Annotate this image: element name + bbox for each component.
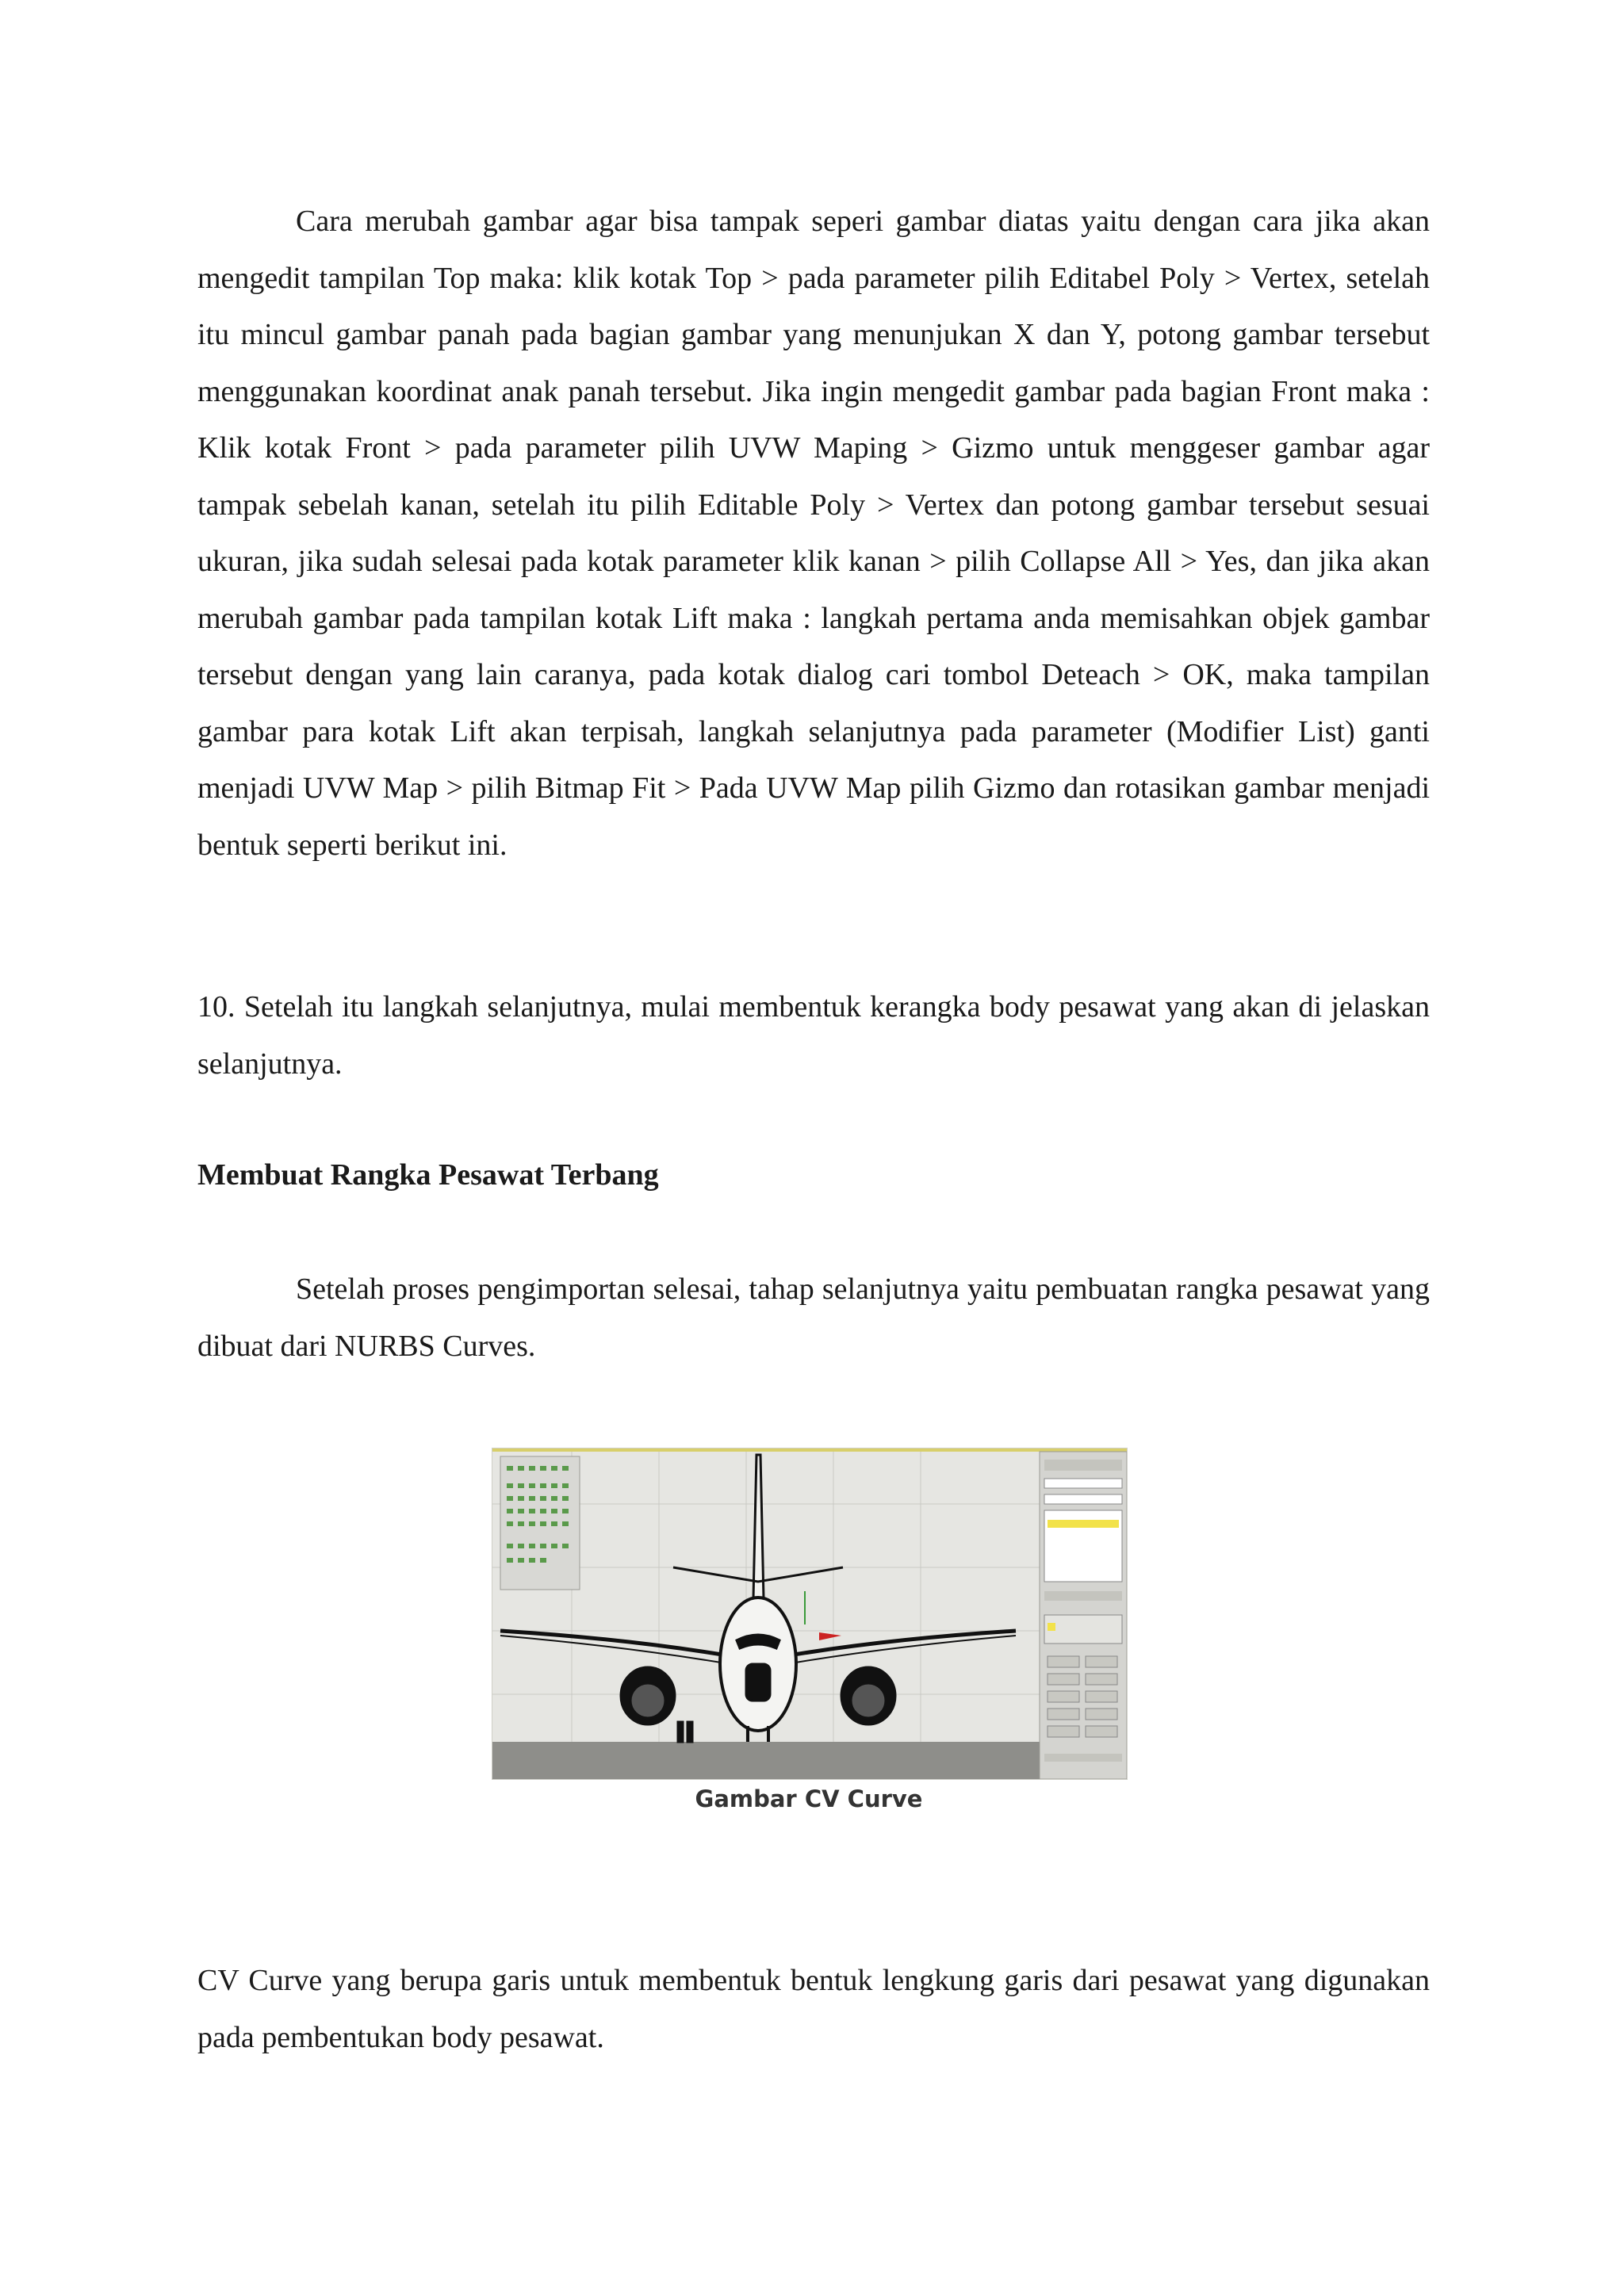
paragraph-intro: Setelah proses pengimportan selesai, tahap selanjutnya yaitu pembuatan rangka pesawat yang dibuat dari NURBS Curves.	[197, 1272, 1430, 1363]
paragraph-step-10: 10. Setelah itu langkah selanjutnya, mulai membentuk kerangka body pesawat yang akan di jelaskan selanjutnya.	[197, 990, 1430, 1081]
figure-caption: Gambar CV Curve	[695, 1785, 923, 1812]
cv-curve-figure	[492, 1448, 1128, 1780]
toolbar-panel	[500, 1456, 580, 1590]
section-heading: Membuat Rangka Pesawat Terbang	[197, 1158, 659, 1192]
paragraph-cv-curve: CV Curve yang berupa garis untuk membentuk bentuk lengkung garis dari pesawat yang digunakan pada pembentukan body pesawat.	[197, 1964, 1430, 2054]
paragraph-instructions: Cara merubah gambar agar bisa tampak seperi gambar diatas yaitu dengan cara jika akan mengedit tampilan Top maka: klik kotak Top > pada parameter pilih Editabel Poly > Vertex, setelah itu mincul gambar panah pada bagian gambar yang menunjukan X dan Y, potong gambar tersebut menggunakan koordinat anak panah tersebut. Jika ingin mengedit gambar pada bagian Front maka : Klik kotak Front > pada parameter pilih UVW Maping > Gizmo untuk menggeser gambar agar tampak sebelah kanan, setelah itu pilih Editable Poly > Vertex dan potong gambar tersebut sesuai ukuran, jika sudah selesai pada kotak parameter klik kanan > pilih Collapse All > Yes, dan jika akan merubah gambar pada tampilan kotak Lift maka : langkah pertama anda memisahkan objek gambar tersebut dengan yang lain caranya, pada kotak dialog cari tombol Deteach > OK, maka tampilan gambar para kotak Lift akan terpisah, langkah selanjutnya pada parameter (Modifier List) ganti menjadi UVW Map > pilih Bitmap Fit > Pada UVW Map pilih Gizmo dan rotasikan gambar menjadi bentuk seperti berikut ini.	[197, 205, 1430, 862]
command-panel	[1040, 1452, 1127, 1779]
airplane-front-view-image	[492, 1448, 1127, 1779]
